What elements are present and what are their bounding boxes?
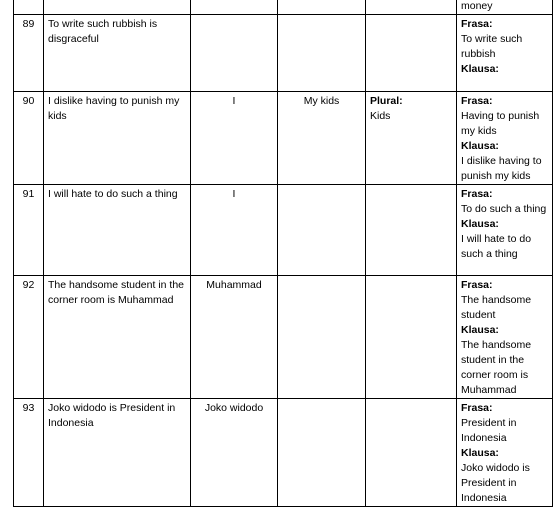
cell-sentence xyxy=(44,185,191,276)
cell-plural xyxy=(366,185,457,276)
cell-subject xyxy=(191,0,278,15)
cell-object xyxy=(278,15,366,92)
frasa-label: Frasa: xyxy=(461,279,493,291)
klausa-label: Klausa: xyxy=(461,140,499,152)
klausa-value: I dislike having to punish my kids xyxy=(461,155,542,182)
cell-sentence xyxy=(44,276,191,399)
table-row xyxy=(14,92,553,185)
cell-subject: I xyxy=(191,185,278,276)
cell-object: My kids xyxy=(278,92,366,185)
klausa-value: I will hate to do such a thing xyxy=(461,233,532,260)
table-row xyxy=(14,0,553,15)
frasa-value: To do such a thing xyxy=(461,203,547,215)
frasa-label: Frasa: xyxy=(461,402,493,414)
cell-subject: Joko widodo xyxy=(191,399,278,507)
cell-object xyxy=(278,276,366,399)
cell-analysis xyxy=(457,0,553,15)
cell-subject xyxy=(191,15,278,92)
klausa-label: Klausa: xyxy=(461,63,499,75)
table-row xyxy=(14,185,553,276)
cell-analysis xyxy=(457,92,553,185)
cell-plural xyxy=(366,92,457,185)
cell-plural xyxy=(366,0,457,15)
klausa-value: Joko widodo is President in Indonesia xyxy=(461,462,530,504)
cell-subject: I xyxy=(191,92,278,185)
cell-sentence xyxy=(44,92,191,185)
cell-analysis xyxy=(457,15,553,92)
sentence-text: I will hate to do such a thing xyxy=(48,188,178,200)
frasa-value: Having to punish my kids xyxy=(461,110,540,137)
plural-value: Kids xyxy=(370,110,391,122)
frasa-label: Frasa: xyxy=(461,188,493,200)
klausa-label: Klausa: xyxy=(461,218,499,230)
cell-no: 93 xyxy=(14,399,44,507)
frasa-value: President in Indonesia xyxy=(461,417,517,444)
cell-object xyxy=(278,399,366,507)
cell-object xyxy=(278,185,366,276)
frasa-label: Frasa: xyxy=(461,18,493,30)
sentence-text: The handsome student in the corner room is Muhammad xyxy=(48,279,185,306)
table-row xyxy=(14,399,553,507)
cell-analysis xyxy=(457,276,553,399)
cell-plural xyxy=(366,276,457,399)
frasa-label: Frasa: xyxy=(461,95,493,107)
cell-no: 92 xyxy=(14,276,44,399)
analysis-table xyxy=(13,0,553,507)
plural-label: Plural: xyxy=(370,95,403,107)
cell-no xyxy=(14,0,44,15)
klausa-value: The handsome student in the corner room is Muhammad xyxy=(461,339,532,396)
cell-no: 89 xyxy=(14,15,44,92)
table-row xyxy=(14,15,553,92)
cell-sentence xyxy=(44,0,191,15)
frasa-value: To write such rubbish xyxy=(461,33,523,60)
analysis-text: money xyxy=(461,0,493,12)
cell-subject: Muhammad xyxy=(191,276,278,399)
klausa-label: Klausa: xyxy=(461,447,499,459)
cell-no: 90 xyxy=(14,92,44,185)
cell-plural xyxy=(366,399,457,507)
sentence-text: I dislike having to punish my kids xyxy=(48,95,180,122)
frasa-value: The handsome student xyxy=(461,294,532,321)
klausa-label: Klausa: xyxy=(461,324,499,336)
cell-object xyxy=(278,0,366,15)
cell-no: 91 xyxy=(14,185,44,276)
sentence-text: To write such rubbish is disgraceful xyxy=(48,18,158,45)
cell-analysis xyxy=(457,185,553,276)
cell-sentence xyxy=(44,399,191,507)
cell-analysis xyxy=(457,399,553,507)
sentence-text: Joko widodo is President in Indonesia xyxy=(48,402,176,429)
cell-plural xyxy=(366,15,457,92)
cell-sentence xyxy=(44,15,191,92)
table-row xyxy=(14,276,553,399)
